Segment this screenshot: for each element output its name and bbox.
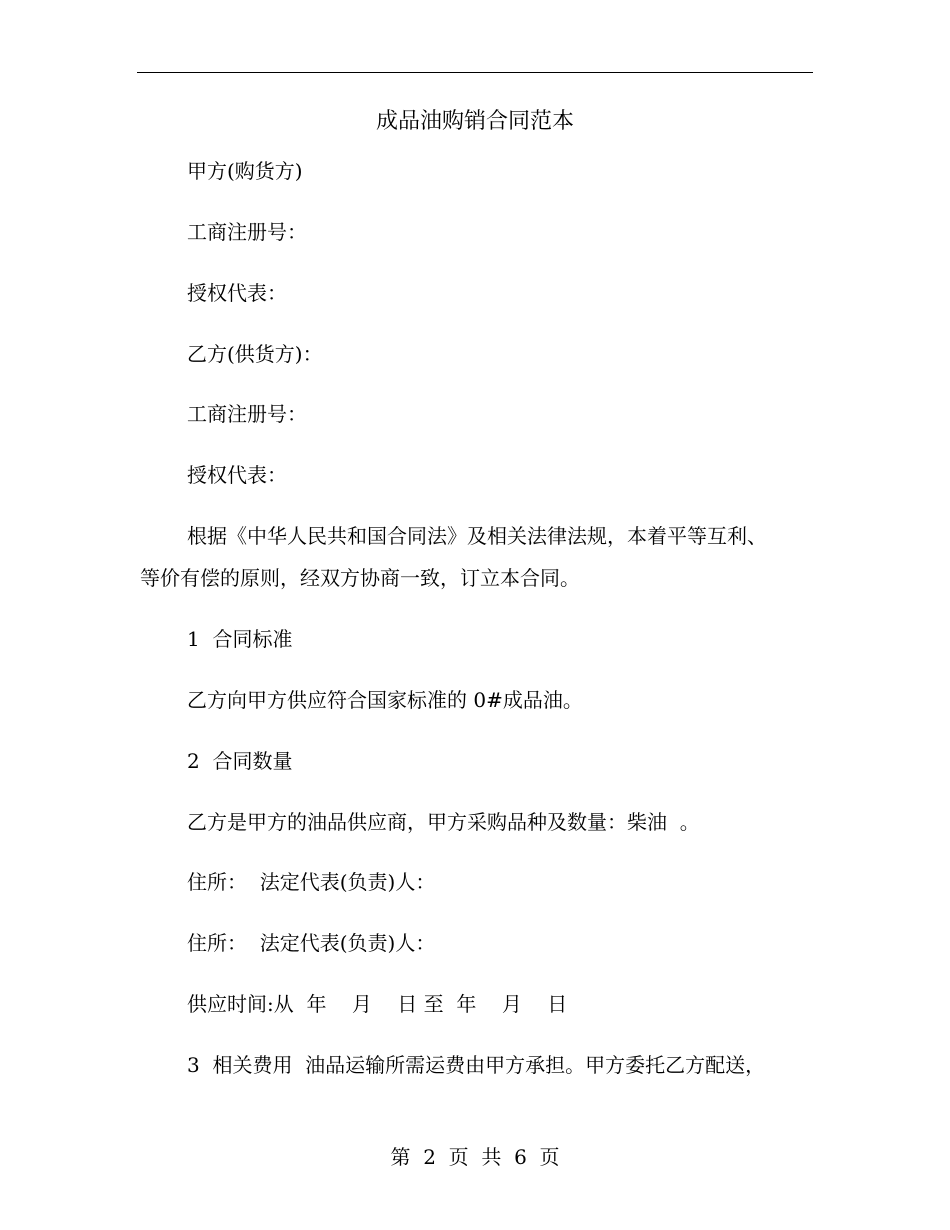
- section-2-heading: 2 合同数量: [187, 749, 293, 773]
- address-line-1: 住所： 法定代表(负责)人：: [187, 870, 436, 894]
- preamble-line-1: 根据《中华人民共和国合同法》及相关法律法规，本着平等互利、: [187, 524, 767, 548]
- page-number-footer: 第 2 页 共 6 页: [390, 1145, 560, 1169]
- party-b-heading: 乙方(供货方)：: [187, 342, 323, 366]
- section-2-body: 乙方是甲方的油品供应商，甲方采购品种及数量：柴油 。: [187, 810, 700, 834]
- party-a-representative: 授权代表：: [187, 281, 287, 305]
- preamble-line-2: 等价有偿的原则，经双方协商一致，订立本合同。: [140, 566, 580, 590]
- party-b-representative: 授权代表：: [187, 463, 287, 487]
- party-a-registration: 工商注册号：: [187, 220, 307, 244]
- header-rule: [137, 72, 813, 73]
- section-3-body: 3 相关费用 油品运输所需运费由甲方承担。甲方委托乙方配送，: [187, 1053, 766, 1077]
- section-1-heading: 1 合同标准: [187, 627, 293, 651]
- document-title: 成品油购销合同范本: [375, 109, 574, 134]
- party-b-registration: 工商注册号：: [187, 402, 307, 426]
- section-1-body: 乙方向甲方供应符合国家标准的 0#成品油。: [187, 688, 583, 712]
- address-line-2: 住所： 法定代表(负责)人：: [187, 931, 436, 955]
- party-a-heading: 甲方(购货方): [187, 159, 303, 183]
- supply-period: 供应时间:从 年 月 日 至 年 月 日: [187, 992, 568, 1016]
